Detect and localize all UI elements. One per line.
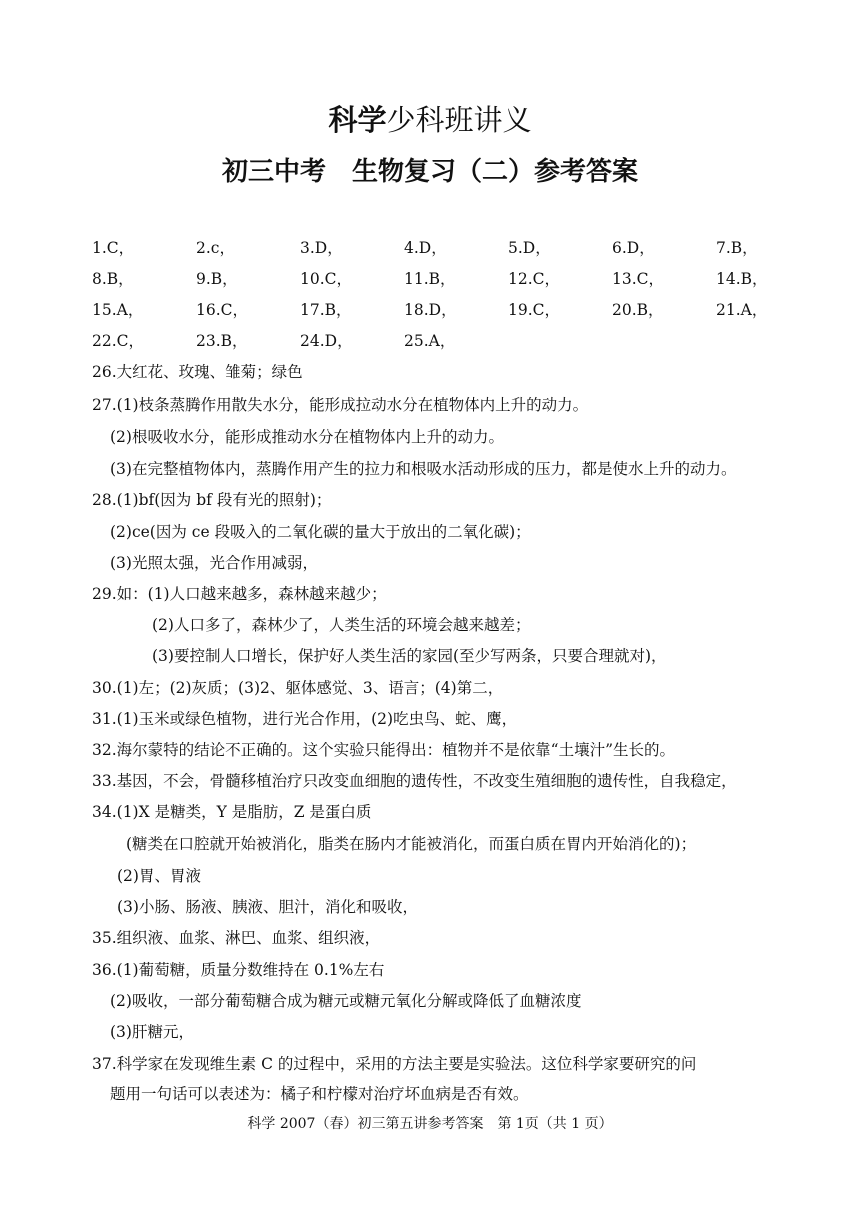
answer-line: 33.基因，不会，骨髓移植治疗只改变血细胞的遗传性，不改变生殖细胞的遗传性，自我稳定， xyxy=(92,772,737,790)
answer-line: 34.(1)X 是糖类，Y 是脂肪，Z 是蛋白质 xyxy=(92,803,372,821)
mc-answer: 16.C， xyxy=(196,301,249,319)
mc-answer: 9.B， xyxy=(196,270,238,288)
answer-line: (2)吸收，一部分葡萄糖合成为糖元或糖元氧化分解或降低了血糖浓度 xyxy=(110,992,582,1010)
answer-line: (3)肝糖元， xyxy=(110,1023,194,1041)
mc-answer: 5.D， xyxy=(508,239,551,257)
mc-answer: 18.D， xyxy=(404,301,457,319)
mc-answer: 1.C， xyxy=(92,239,135,257)
mc-answer: 12.C， xyxy=(508,270,561,288)
mc-answer: 15.A， xyxy=(92,301,144,319)
mc-answer: 17.B， xyxy=(300,301,352,319)
mc-answer: 19.C， xyxy=(508,301,561,319)
answer-line: (2)根吸收水分，能形成推动水分在植物体内上升的动力。 xyxy=(110,428,504,446)
mc-answer: 2.c， xyxy=(196,239,235,257)
answer-line: 题用一句话可以表述为：橘子和柠檬对治疗坏血病是否有效。 xyxy=(110,1085,529,1103)
answer-line: (3)光照太强，光合作用减弱， xyxy=(110,554,318,572)
answer-line: (2)胃、胃液 xyxy=(117,867,201,885)
answer-line: (3)在完整植物体内，蒸腾作用产生的拉力和根吸水活动形成的压力，都是使水上升的动力。 xyxy=(110,460,737,478)
answer-line: (3)小肠、肠液、胰液、胆汁，消化和吸收， xyxy=(117,898,418,916)
answer-key-subtitle: 初三中考 生物复习（二）参考答案 xyxy=(221,157,638,187)
mc-answer: 10.C， xyxy=(300,270,353,288)
mc-answer: 7.B， xyxy=(716,239,758,257)
answer-line: 28.(1)bf(因为 bf 段有光的照射)； xyxy=(92,491,332,509)
mc-answer: 14.B， xyxy=(716,270,768,288)
answer-line: 30.(1)左；(2)灰质；(3)2、躯体感觉、3、语言；(4)第二， xyxy=(92,679,504,697)
mc-answer: 21.A， xyxy=(716,301,768,319)
answer-line: (2)人口多了，森林少了，人类生活的环境会越来越差； xyxy=(152,616,531,634)
answer-line: (糖类在口腔就开始被消化，脂类在肠内才能被消化，而蛋白质在胃内开始消化的)； xyxy=(126,835,697,853)
mc-answer: 8.B， xyxy=(92,270,134,288)
mc-answer: 23.B， xyxy=(196,332,248,350)
mc-answer: 20.B， xyxy=(612,301,664,319)
mc-answer: 13.C， xyxy=(612,270,665,288)
answer-line: 26.大红花、玫瑰、雏菊；绿色 xyxy=(92,363,303,381)
handout-title-subject: 科学 xyxy=(328,103,387,137)
answer-line: (3)要控制人口增长，保护好人类生活的家园(至少写两条，只要合理就对)， xyxy=(152,647,667,665)
answer-line: 37.科学家在发现维生素 C 的过程中，采用的方法主要是实验法。这位科学家要研究的问 xyxy=(92,1055,697,1073)
mc-answer: 25.A， xyxy=(404,332,456,350)
page-footer: 科学 2007（春）初三第五讲参考答案 第 1页（共 1 页） xyxy=(247,1116,613,1132)
mc-answer: 3.D， xyxy=(300,239,343,257)
answer-line: 36.(1)葡萄糖，质量分数维持在 0.1%左右 xyxy=(92,961,385,979)
mc-answer: 22.C， xyxy=(92,332,145,350)
answer-line: (2)ce(因为 ce 段吸入的二氧化碳的量大于放出的二氧化碳)； xyxy=(110,523,531,541)
mc-answer: 11.B， xyxy=(404,270,456,288)
mc-answer: 6.D， xyxy=(612,239,655,257)
handout-title xyxy=(0,100,860,140)
handout-title-rest: 少科班讲义 xyxy=(386,103,532,137)
answer-line: 27.(1)枝条蒸腾作用散失水分，能形成拉动水分在植物体内上升的动力。 xyxy=(92,396,589,414)
mc-answer: 4.D， xyxy=(404,239,447,257)
answer-line: 31.(1)玉米或绿色植物，进行光合作用，(2)吃虫鸟、蛇、鹰， xyxy=(92,710,518,728)
mc-answer: 24.D， xyxy=(300,332,353,350)
answer-line: 32.海尔蒙特的结论不正确的。这个实验只能得出：植物并不是依靠“土壤汁”生长的。 xyxy=(92,741,676,759)
answer-line: 35.组织液、血浆、淋巴、血浆、组织液， xyxy=(92,929,381,947)
answer-line: 29.如：(1)人口越来越多，森林越来越少； xyxy=(92,585,387,603)
